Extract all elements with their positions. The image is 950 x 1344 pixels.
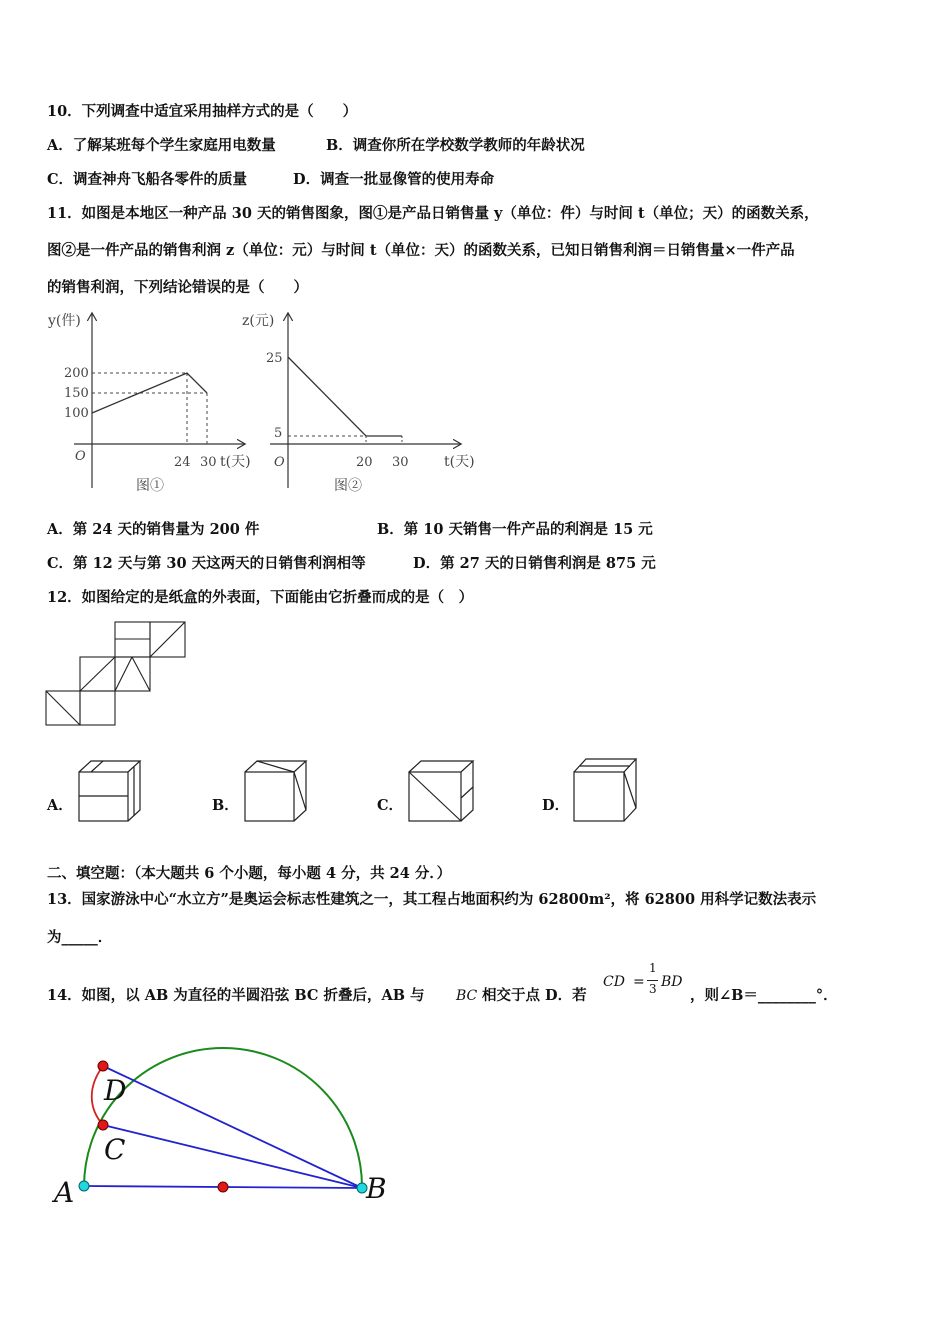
q12-cube-c [406,758,476,824]
q11-chart-2 [238,306,483,496]
point-center [218,1182,228,1192]
q14-semicircle-figure [50,1038,400,1210]
label-b: B [366,1172,387,1205]
chart2-xtick-30: 30 [392,455,409,470]
q14-bd [661,974,683,990]
q12-label-a: A． [47,797,73,814]
q11-stem-line1: 11．如图是本地区一种产品 30 天的销售图象，图①是产品日销售量 y（单位：件）与时间 t（单位；天）的函数关系， [47,205,819,222]
chart1-caption: 图① [136,478,164,494]
label-c: C [104,1133,126,1166]
label-a: A [54,1176,75,1209]
section2-title: 二、填空题：（本大题共 6 个小题，每小题 4 分，共 24 分．） [47,865,452,882]
chart1-origin: O [75,449,86,464]
q14-arc-bc-text: BC [456,988,478,1004]
q11-chart-1 [44,306,264,496]
q14-eq: = [633,974,645,990]
q14-cd-text: CD [603,974,625,990]
chart1-ytick-150: 150 [64,386,89,401]
q14-text-part3: ，则∠B＝________°． [690,987,838,1004]
point-a [79,1181,89,1191]
chart2-xlabel: t(天) [444,454,475,470]
chart2-ytick-5: 5 [274,426,283,441]
semicircle-arc [84,1048,362,1188]
q10-option-d: D．调查一批显像管的使用寿命 [293,171,495,188]
q10-option-c: C．调查神舟飞船各零件的质量 [47,171,248,188]
q11-option-c: C．第 12 天与第 30 天这两天的日销售利润相等 [47,555,366,572]
q14-frac-bar [647,980,658,981]
chart1-ytick-200: 200 [64,366,89,381]
q12-cube-d [571,756,643,824]
chord-bc [103,1125,362,1188]
q10-option-a: A．了解某班每个学生家庭用电数量 [47,137,276,154]
q14-text-part2: 相交于点 D．若 [482,987,587,1004]
q11-option-a: A．第 24 天的销售量为 200 件 [47,521,260,538]
q11-option-d: D．第 27 天的日销售利润是 875 元 [413,555,656,572]
chart1-xlabel: t(天) [220,454,251,470]
q14-cd [603,974,625,990]
chart2-ytick-25: 25 [266,351,283,366]
q14-text-part1: 14．如图，以 AB 为直径的半圆沿弦 BC 折叠后，AB 与 [47,987,425,1004]
q12-cube-b [242,758,310,824]
q11-stem-line2: 图②是一件产品的销售利润 z（单位：元）与时间 t（单位：天）的函数关系，已知日销售利润＝日销售量×一件产品 [47,242,795,259]
folded-arc [92,1066,103,1125]
q12-cube-a [76,758,144,824]
q14-num: 1 [649,961,657,975]
chart1-ylabel: y(件) [48,313,81,329]
chart1-ytick-100: 100 [64,406,89,421]
q11-option-b: B．第 10 天销售一件产品的利润是 15 元 [377,521,653,538]
q11-stem-line3: 的销售利润，下列结论错误的是（ ） [47,279,308,296]
q12-box-net [44,620,194,730]
q12-stem: 12．如图给定的是纸盒的外表面，下面能由它折叠而成的是（ ） [47,589,474,606]
q14-bd-text: BD [661,974,683,990]
point-d [98,1061,108,1071]
q10-stem: 10．下列调查中适宜采用抽样方式的是（ ） [47,103,358,120]
q14-den: 3 [649,982,657,996]
q12-label-c: C． [377,797,404,814]
chart2-profit-line [288,357,402,436]
chord-bd [103,1066,362,1188]
chart1-xtick-30: 30 [200,455,217,470]
chart2-ylabel: z(元) [242,313,275,329]
chart2-origin: O [274,455,285,470]
label-d: D [104,1074,127,1107]
q10-option-b: B．调查你所在学校数学教师的年龄状况 [326,137,585,154]
chart2-xtick-20: 20 [356,455,373,470]
chart2-caption: 图② [334,478,362,494]
chart1-xtick-24: 24 [174,455,191,470]
point-c [98,1120,108,1130]
q13-line2: 为_____． [47,929,113,946]
q13-line1: 13．国家游泳中心“水立方”是奥运会标志性建筑之一，其工程占地面积约为 62800m²，将 62800 用科学记数法表示 [47,891,817,908]
q14-arc-bc [456,988,477,1004]
q12-label-d: D． [542,797,570,814]
q12-label-b: B． [212,797,239,814]
